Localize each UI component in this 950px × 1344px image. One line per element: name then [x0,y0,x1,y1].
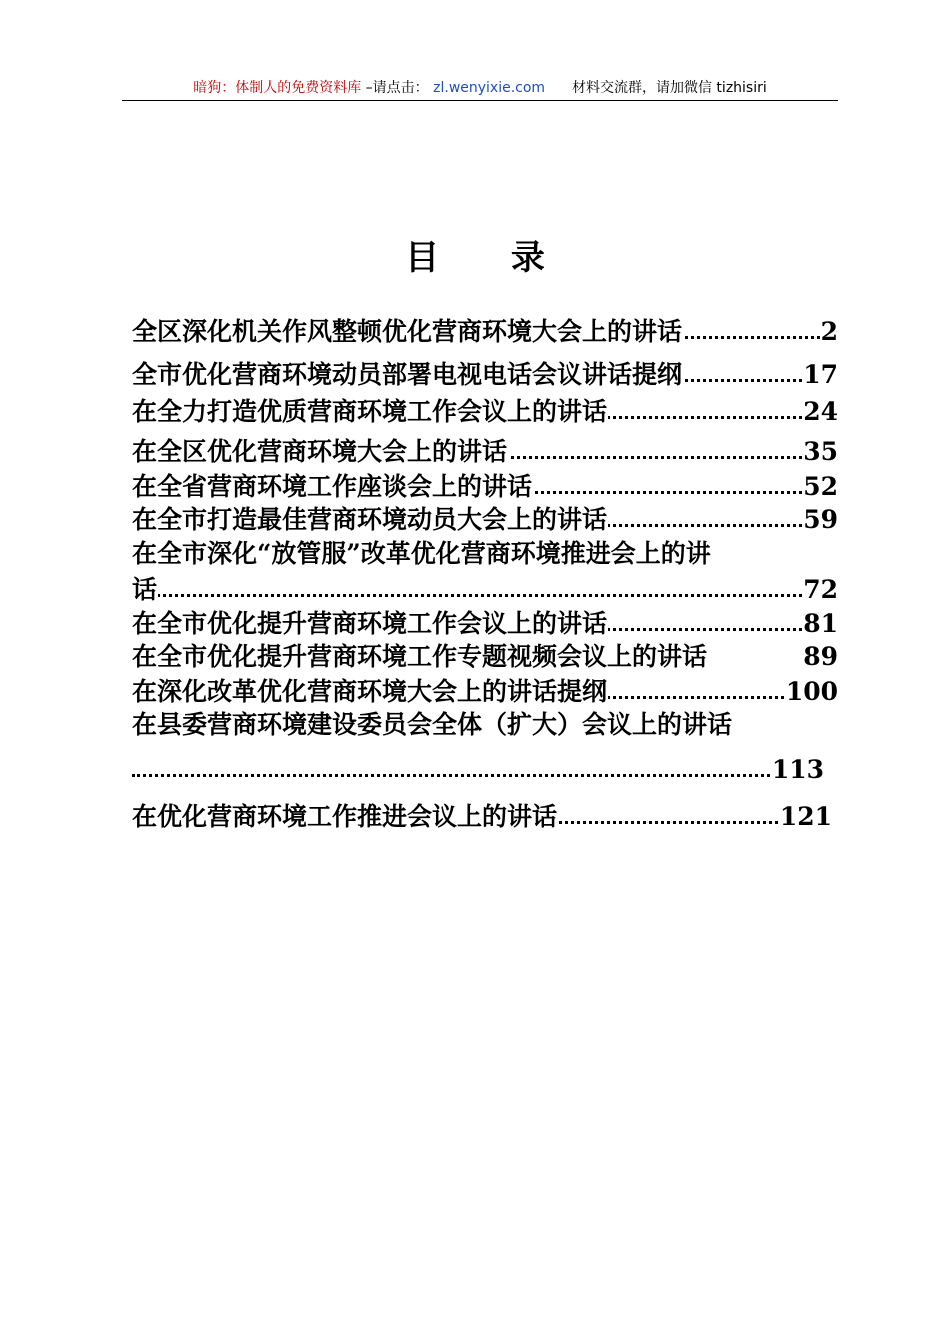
toc-entry-title-line2: 话 [132,575,158,604]
toc-entry-page: 17 [803,360,838,389]
toc-entry-title: 全市优化营商环境动员部署电视电话会议讲话提纲 [132,360,683,389]
toc-entry-title: 在全市优化提升营商环境工作会议上的讲话 [132,609,608,638]
toc-entry[interactable] [132,397,838,427]
toc-entry-page: 121 [779,802,832,831]
toc-entry[interactable] [132,437,838,467]
header-click-text: –请点击： [365,80,429,96]
toc-entry-title: 在全区优化营商环境大会上的讲话 [132,437,508,466]
header-promo: 暗狗：体制人的免费资料库 [193,80,362,96]
toc-entry-title: 在全力打造优质营商环境工作会议上的讲话 [132,397,608,426]
toc-entry-page: 100 [785,677,838,706]
header-link[interactable]: zl.wenyixie.com [433,80,546,96]
toc-entry-page: 59 [803,505,838,534]
toc-entry[interactable] [132,642,838,672]
toc-entry-title: 在全市优化提升营商环境工作专题视频会议上的讲话 [132,642,708,671]
toc-entry[interactable] [132,472,838,502]
toc-entry-page: 2 [820,317,838,346]
toc-entry-title-line1: 在全市深化“放管服”改革优化营商环境推进会上的讲 [132,539,711,568]
toc-entry[interactable] [132,360,838,390]
toc-entry-page: 113 [771,755,824,784]
toc-entry-title: 在优化营商环境工作推进会议上的讲话 [132,802,558,831]
toc-entry-page: 89 [803,642,838,671]
header-group-text: 材料交流群，请加微信 tizhisiri [571,80,767,96]
toc-entry[interactable] [132,755,824,785]
toc-entry[interactable] [132,677,838,707]
toc-entry-page: 72 [803,575,838,604]
toc-entry-page: 35 [803,437,838,466]
toc-entry-title-line1: 在县委营商环境建设委员会全体（扩大）会议上的讲话 [132,710,733,739]
toc-entry[interactable] [132,575,838,605]
toc-entry-title: 在深化改革优化营商环境大会上的讲话提纲 [132,677,608,706]
toc-entry-page: 81 [803,609,838,638]
toc-entry[interactable] [132,802,832,832]
toc-entry[interactable] [132,505,838,535]
toc-entry-title: 在全省营商环境工作座谈会上的讲话 [132,472,533,501]
toc-title: 目 录 [405,238,575,278]
toc-entry-title: 全区深化机关作风整顿优化营商环境大会上的讲话 [132,317,683,346]
toc-entry-title: 在全市打造最佳营商环境动员大会上的讲话 [132,505,608,534]
toc-entry-page: 52 [803,472,838,501]
toc-entry-page: 24 [803,397,838,426]
toc-entry[interactable] [132,609,838,639]
toc-entry[interactable] [132,317,838,347]
